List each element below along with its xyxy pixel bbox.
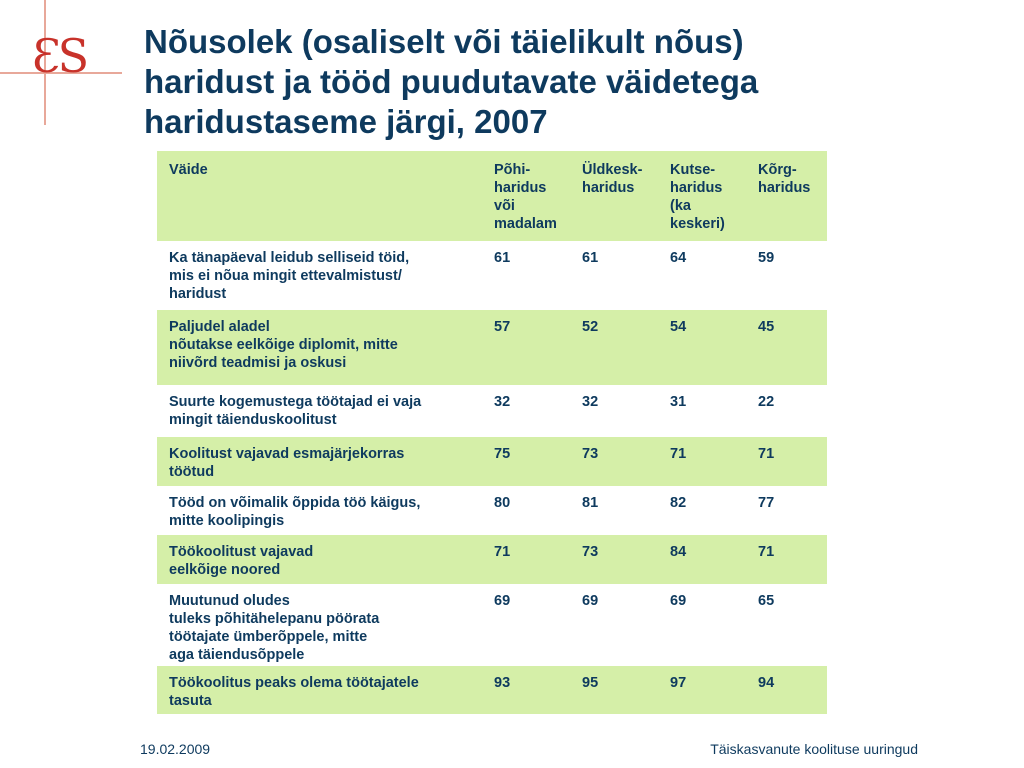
statement-cell: Koolitust vajavad esmajärjekorras töötud (157, 437, 482, 486)
value-cell: 73 (570, 437, 658, 486)
value-cell: 57 (482, 310, 570, 385)
value-cell: 81 (570, 486, 658, 535)
table-row (157, 241, 827, 310)
statements-table (157, 151, 827, 714)
value-cell: 84 (658, 535, 746, 584)
value-cell: 52 (570, 310, 658, 385)
title-line-1: Nõusolek (osaliselt või täielikult nõus) (144, 23, 744, 60)
value-cell: 97 (658, 666, 746, 714)
value-cell: 80 (482, 486, 570, 535)
table-header-row (157, 151, 827, 241)
statement-cell: Muutunud oludes tuleks põhitähelepanu pöörata töötajate ümberõppele, mitte aga täiendusõppele (157, 584, 482, 666)
value-cell: 61 (570, 241, 658, 310)
statement-cell: Töökoolitus peaks olema töötajatele tasuta (157, 666, 482, 714)
value-cell: 75 (482, 437, 570, 486)
value-cell: 69 (570, 584, 658, 666)
value-cell: 71 (746, 535, 827, 584)
title-line-3: haridustaseme järgi, 2007 (144, 103, 548, 140)
table-row (157, 310, 827, 385)
table-row (157, 385, 827, 437)
value-cell: 22 (746, 385, 827, 437)
logo (0, 0, 130, 130)
value-cell: 93 (482, 666, 570, 714)
table-row (157, 437, 827, 486)
value-cell: 71 (482, 535, 570, 584)
value-cell: 69 (658, 584, 746, 666)
value-cell: 61 (482, 241, 570, 310)
value-cell: 32 (482, 385, 570, 437)
header-statement: Väide (157, 151, 482, 241)
value-cell: 71 (658, 437, 746, 486)
table-row (157, 584, 827, 666)
table-row (157, 535, 827, 584)
slide-title (144, 22, 1004, 142)
header-higher-education: Kõrg- haridus (746, 151, 827, 241)
value-cell: 77 (746, 486, 827, 535)
value-cell: 71 (746, 437, 827, 486)
value-cell: 69 (482, 584, 570, 666)
value-cell: 94 (746, 666, 827, 714)
statement-cell: Suurte kogemustega töötajad ei vaja mingit täienduskoolitust (157, 385, 482, 437)
table-row (157, 486, 827, 535)
value-cell: 45 (746, 310, 827, 385)
header-basic-education: Põhi- haridus või madalam (482, 151, 570, 241)
header-general-secondary: Üldkesk- haridus (570, 151, 658, 241)
value-cell: 54 (658, 310, 746, 385)
title-line-2: haridust ja tööd puudutavate väidetega (144, 63, 759, 100)
statement-cell: Töökoolitust vajavad eelkõige noored (157, 535, 482, 584)
value-cell: 82 (658, 486, 746, 535)
statement-cell: Paljudel aladel nõutakse eelkõige diplomit, mitte niivõrd teadmisi ja oskusi (157, 310, 482, 385)
value-cell: 64 (658, 241, 746, 310)
value-cell: 65 (746, 584, 827, 666)
statement-cell: Tööd on võimalik õppida töö käigus, mitte koolipingis (157, 486, 482, 535)
header-vocational: Kutse- haridus (ka keskeri) (658, 151, 746, 241)
value-cell: 95 (570, 666, 658, 714)
value-cell: 31 (658, 385, 746, 437)
value-cell: 59 (746, 241, 827, 310)
footer-source: Täiskasvanute koolituse uuringud (710, 741, 918, 757)
value-cell: 73 (570, 535, 658, 584)
footer-date: 19.02.2009 (140, 741, 211, 757)
logo-glyph-icon: ƐS (32, 29, 87, 83)
value-cell: 32 (570, 385, 658, 437)
table-row (157, 666, 827, 714)
statement-cell: Ka tänapäeval leidub selliseid töid, mis ei nõua mingit ettevalmistust/ haridust (157, 241, 482, 310)
